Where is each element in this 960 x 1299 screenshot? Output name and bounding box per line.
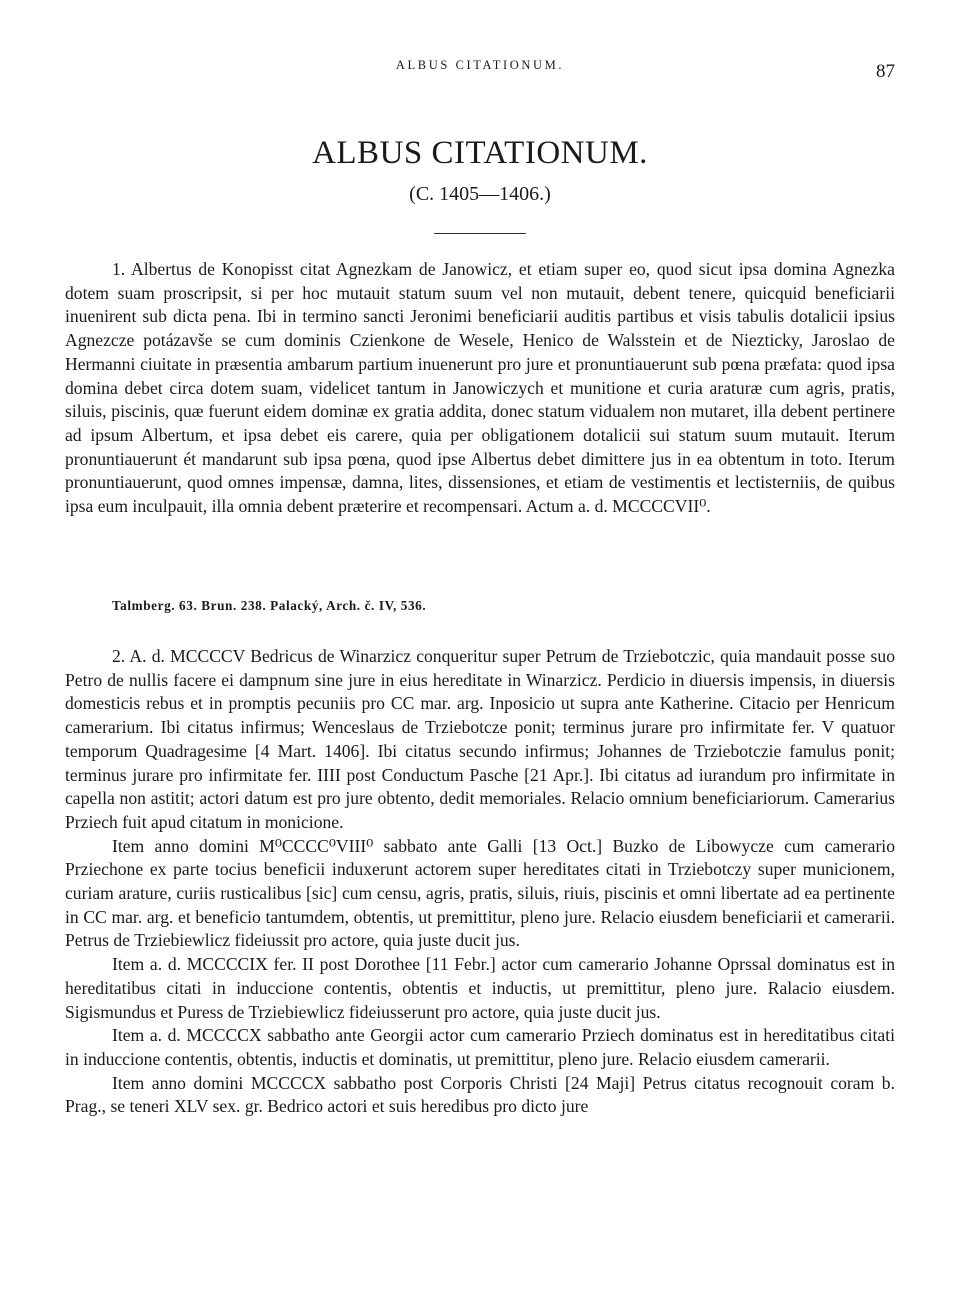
running-head: ALBUS CITATIONUM.	[395, 58, 565, 72]
title-rule	[434, 233, 526, 234]
entry-paragraph: Item a. d. MCCCCIX fer. II post Dorothee [11 Febr.] actor cum camerario Johanne Oprssal dominatus est in hereditatibus citati in induccione contentis, obtentis et inductis, ut premittitur, pleno jure. Ralacio eiusdem. Sigismundus et Puress de Trziebiewlicz fideiusserunt pro actore, quia juste ducit jus.	[65, 954, 895, 1022]
page-number: 87	[876, 61, 895, 82]
entry-paragraph: 2. A. d. MCCCCV Bedricus de Winarzicz conqueritur super Petrum de Trziebotczic, quia mandauit posse suo Petro de nullis facere ei dampnum sine jure in eius hereditate in Winarzicz. Perdicio in diuersis impensis, in diuersis domesticis rebus et in promptis pecuniis pro CC mar. arg. Inposicio ut supra ante Katherine. Citacio per Henricum camerarium. Ibi citatus infirmus; Wenceslaus de Trziebotcze ponit; terminus jurare pro infirmitate fer. V quatuor temporum Quadragesime [4 Mart. 1406]. Ibi citatus secundo infirmus; Johannes de Trziebotczie famulus ponit; terminus jurare pro infirmitate fer. IIII post Conductum Pasche [21 Apr.]. Ibi citatus ad iurandum pro infirmitate in capella non astitit; actori datum est pro jure obtento, dedit memoriales. Relacio omnium beneficiariorum. Camerarius Prziech fuit apud citatum in monicione.	[65, 646, 895, 832]
entry-paragraph: 1. Albertus de Konopisst citat Agnezkam de Janowicz, et etiam super eo, quod sicut ipsa domina Agnezka dotem suam proscripsit, si per hoc mutauit statum suum vel non mutauit, debent tenere, quicquid beneficiarii inuenirent sub dicta pena. Ibi in termino sancti Jeronimi beneficiarii auditis partibus et visis tabulis dotalicii ipsius Agnezcze potázavše se cum dominis Czienkone de Wesele, Henico de Walsstein et de Niezticky, Jaroslao de Hermanni ciuitate in præsentia ambarum partium inuenerunt pro jure et pronuntiauerunt sub pœna præfata: quod ipsa domina debet circa dotem suam, videlicet tantum in Janowiczych et munitione et curia araturæ cum agris, pratis, siluis, piscinis, quæ fuerunt eidem dominæ ex gratia addita, donec statum vidualem non mutaret, illa debent pertinere ad ipsum Albertum, et ipsa debet eis carere, quia per obligationem dotalicii sui statum suum mutauit. Iterum pronuntiauerunt ét mandarunt sub ipsa pœna, quod ipse Albertus debet dimittere jus in ea obtentum in toto. Iterum pronuntiauerunt, quod omnes impensæ, damna, lites, dissensiones, et etiam de vestimentis et lectisterniis, de quibus ipsa eum inculpauit, illa omnia debent præterire et recompensari. Actum a. d. MCCCCVII⁰.	[65, 259, 895, 517]
entry-2	[65, 645, 895, 1119]
source-citation: Talmberg. 63. Brun. 238. Palacký, Arch. č. IV, 536.	[112, 598, 427, 613]
entry-paragraph: Item anno domini MCCCCX sabbatho post Corporis Christi [24 Maji] Petrus citatus recognouit coram b. Prag., se teneri XLV sex. gr. Bedrico actori et suis heredibus pro dicto jure	[65, 1072, 895, 1117]
page-title: ALBUS CITATIONUM.	[312, 135, 648, 171]
entry-paragraph: Item a. d. MCCCCX sabbatho ante Georgii actor cum camerario Prziech dominatus est in hereditatibus citati in induccione contentis, obtentis, inductis et dominatis, ut premittitur, pleno jure. Relacio eiusdem camerarii.	[65, 1025, 895, 1069]
entry-paragraph: Item anno domini M⁰CCCC⁰VIII⁰ sabbato ante Galli [13 Oct.] Buzko de Libowycze cum camerario Prziechone ex parte tocius beneficii induxerunt actorem super hereditates citati in Trziebotczy super municionem, curiam arature, curiis rusticalibus [sic] cum censu, agris, pratis, siluis, riuis, piscinis et omni libertate ad ea pertinente in CC mar. arg. et beneficio tantumdem, obtentis, ut premittitur, pleno jure. Relacio eiusdem beneficiarii et camerarii. Petrus de Trziebiewlicz fideiussit pro actore, quia juste ducit jus.	[65, 835, 895, 951]
date-range: (C. 1405—1406.)	[409, 183, 551, 205]
entry-1	[65, 258, 895, 519]
